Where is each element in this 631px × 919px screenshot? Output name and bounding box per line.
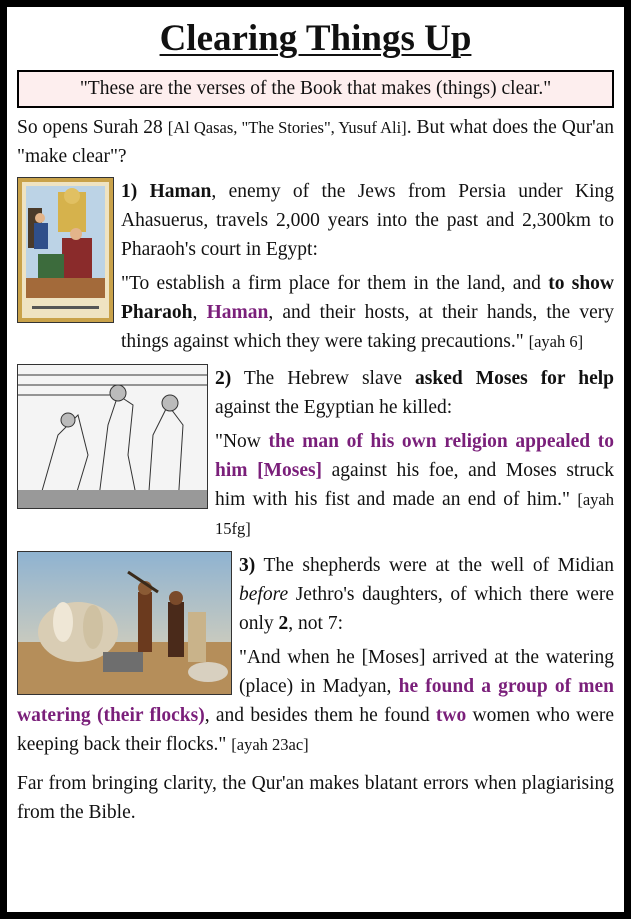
item-2-quote-purple: the man of his own religion appealed to him [Moses]	[215, 431, 615, 481]
item-2-ref: [ayah 15fg]	[215, 490, 614, 538]
item-2-desc-1: The Hebrew slave	[231, 368, 416, 389]
item-1-quote-1: "To establish a firm place for them in the land, and	[121, 273, 549, 294]
conclusion: Far from bringing clarity, the Qur'an makes blatant errors when plagiarising from the Bible.	[17, 773, 614, 823]
item-3-quote-3: women who were keeping back their flocks."	[17, 705, 615, 755]
moses-egyptian-engraving	[17, 364, 208, 509]
item-3-desc-1: The shepherds were at the well of Midian	[255, 555, 614, 576]
item-3	[7, 551, 624, 759]
item-2-quote-2: against his foe, and Moses struck him with his fist and made an end of him."	[215, 460, 614, 510]
intro-paragraph	[7, 113, 624, 171]
item-3-desc-bold: 2	[278, 613, 289, 634]
item-2-quote-1: "Now	[215, 431, 269, 452]
item-3-quote-purple-1: he found a group of men watering (their flocks)	[17, 676, 615, 726]
item-3-quote-2: , and besides them he found	[204, 705, 436, 726]
item-1	[7, 177, 624, 356]
item-3-ref: [ayah 23ac]	[231, 735, 309, 754]
item-1-ref: [ayah 6]	[528, 332, 584, 351]
item-1-desc-text: , enemy of the Jews from Persia under King Ahasuerus, travels 2,000 years into the past and 2,300km to Pharaoh's court in Egypt:	[121, 181, 615, 260]
intro-quote: "These are the verses of the Book that makes (things) clear."	[79, 78, 552, 99]
item-2-number: 2)	[215, 368, 232, 389]
item-2	[7, 364, 624, 543]
item-2-desc-2: against the Egyptian he killed:	[215, 397, 453, 418]
intro-quote-box	[17, 70, 614, 108]
item-2-desc-bold: asked Moses for help	[415, 368, 615, 389]
item-1-quote-bold: to show Pharaoh	[121, 273, 615, 323]
item-1-quote-purple: Haman	[206, 302, 269, 323]
item-3-desc-2: Jethro's daughters, of which there were only	[239, 584, 614, 634]
page-title: Clearing Things Up	[159, 18, 472, 59]
item-1-quote-2: ,	[192, 302, 207, 323]
item-1-quote-3: , and their hosts, at their hands, the very things against which they were taking precautions."	[121, 302, 615, 352]
item-3-desc-italic: before	[239, 584, 289, 605]
intro-ref: [Al Qasas, "The Stories", Yusuf Ali]	[167, 118, 407, 137]
item-1-number: 1)	[121, 181, 138, 202]
haman-illustration	[17, 177, 114, 323]
item-1-name: Haman	[149, 181, 212, 202]
intro-text-2: . But what does the Qur'an "make clear"?	[17, 117, 614, 167]
item-3-desc-3: , not 7:	[288, 613, 344, 634]
intro-text-1: So opens Surah 28	[17, 117, 168, 138]
item-3-number: 3)	[239, 555, 256, 576]
midian-well-painting	[17, 551, 232, 695]
item-3-quote-purple-2: two	[435, 705, 467, 726]
item-3-quote-1: "And when he [Moses] arrived at the watering (place) in Madyan,	[239, 647, 614, 697]
